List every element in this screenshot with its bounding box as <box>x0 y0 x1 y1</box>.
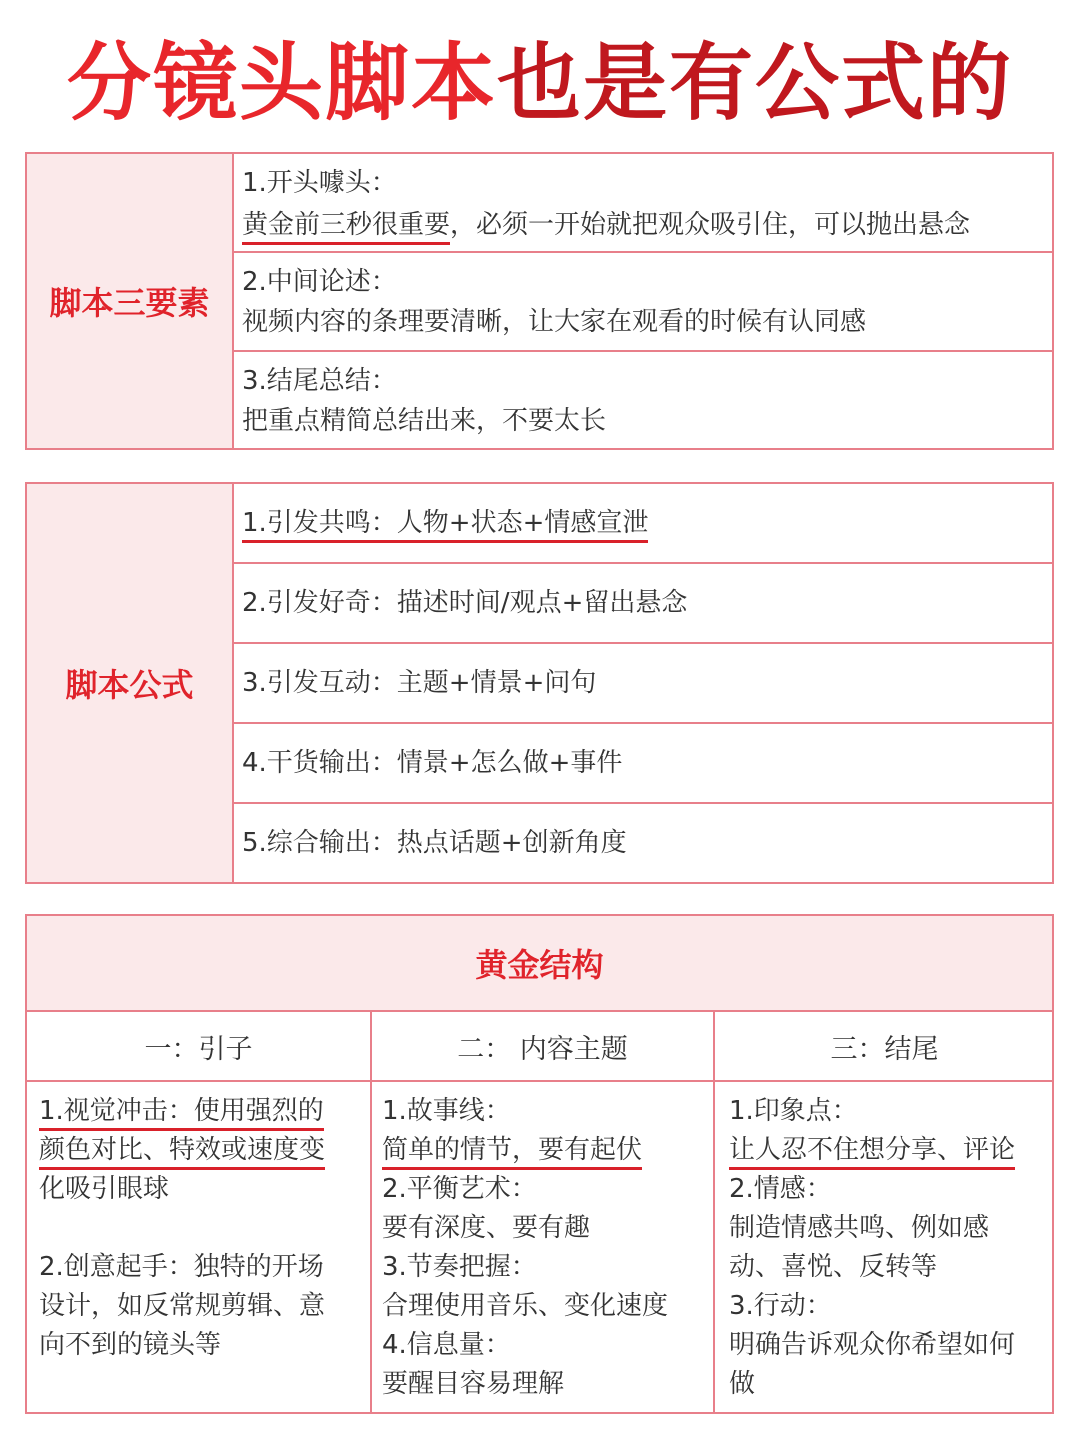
column-header-intro: 一：引子 <box>27 1012 370 1082</box>
formula-item-3: 3.引发互动：主题+情景+问句 <box>242 668 597 698</box>
elements-row-1-rest: ，必须一开始就把观众吸引住，可以抛出悬念 <box>450 210 971 240</box>
content-line-1: 1.故事线： <box>382 1096 511 1126</box>
formula-row-5 <box>234 804 1052 884</box>
column-header-ending: 三：结尾 <box>715 1012 1054 1082</box>
elements-row-3 <box>234 352 1052 450</box>
formula-item-4: 4.干货输出：情景+怎么做+事件 <box>242 748 623 778</box>
gold-structure-table <box>25 914 1054 1414</box>
ending-line-4: 制造情感共鸣、例如感 <box>729 1213 990 1243</box>
ending-line-7: 明确告诉观众你希望如何 <box>729 1330 1016 1360</box>
page-title <box>0 28 1080 138</box>
elements-row-3-text: 把重点精简总结出来，不要太长 <box>242 406 607 436</box>
content-line-4: 要有深度、要有趣 <box>382 1213 591 1243</box>
formula-item-2: 2.引发好奇：描述时间/观点+留出悬念 <box>242 588 688 618</box>
formula-label: 脚本公式 <box>27 484 234 882</box>
formula-item-5: 5.综合输出：热点话题+创新角度 <box>242 828 627 858</box>
ending-line-2: 让人忍不住想分享、评论 <box>729 1135 1015 1170</box>
elements-row-3-heading: 3.结尾总结： <box>242 366 397 396</box>
column-body-content <box>372 1082 713 1412</box>
elements-row-1-text <box>242 208 970 242</box>
column-header-content: 二： 内容主题 <box>372 1012 713 1082</box>
formula-row-3 <box>234 644 1052 724</box>
gold-structure-title: 黄金结构 <box>27 916 1052 1012</box>
formula-item-1: 1.引发共鸣：人物+状态+情感宣泄 <box>242 508 648 543</box>
title-part1: 分镜头脚本 <box>66 34 497 132</box>
ending-line-5: 动、喜悦、反转等 <box>729 1252 938 1282</box>
content-line-2: 简单的情节，要有起伏 <box>382 1135 642 1170</box>
elements-row-2-heading: 2.中间论述： <box>242 267 397 297</box>
formula-table <box>25 482 1054 884</box>
content-line-8: 要醒目容易理解 <box>382 1369 565 1399</box>
formula-row-4 <box>234 724 1052 804</box>
content-line-5: 3.节奏把握： <box>382 1252 537 1282</box>
intro-line-6: 设计，如反常规剪辑、意 <box>39 1291 326 1321</box>
elements-label: 脚本三要素 <box>27 154 234 448</box>
content-line-7: 4.信息量： <box>382 1330 511 1360</box>
elements-row-1-heading: 1.开头噱头： <box>242 168 397 198</box>
elements-row-2 <box>234 253 1052 352</box>
ending-line-1: 1.印象点： <box>729 1096 858 1126</box>
elements-row-1-underlined: 黄金前三秒很重要 <box>242 210 450 245</box>
intro-line-3: 化吸引眼球 <box>39 1174 170 1204</box>
intro-line-7: 向不到的镜头等 <box>39 1330 222 1360</box>
intro-line-1: 1.视觉冲击：使用强烈的 <box>39 1096 324 1131</box>
formula-row-2 <box>234 564 1052 644</box>
elements-table <box>25 152 1054 450</box>
elements-row-2-text: 视频内容的条理要清晰，让大家在观看的时候有认同感 <box>242 307 867 337</box>
intro-line-2: 颜色对比、特效或速度变 <box>39 1135 325 1170</box>
column-body-ending <box>715 1082 1054 1412</box>
intro-line-5: 2.创意起手：独特的开场 <box>39 1252 324 1282</box>
ending-line-6: 3.行动： <box>729 1291 832 1321</box>
title-part2: 也是有公式的 <box>497 34 1014 132</box>
content-line-6: 合理使用音乐、变化速度 <box>382 1291 669 1321</box>
column-body-intro <box>27 1082 370 1412</box>
elements-row-1 <box>234 154 1052 253</box>
ending-line-3: 2.情感： <box>729 1174 832 1204</box>
ending-line-8: 做 <box>729 1369 756 1399</box>
formula-row-1 <box>234 484 1052 564</box>
content-line-3: 2.平衡艺术： <box>382 1174 537 1204</box>
